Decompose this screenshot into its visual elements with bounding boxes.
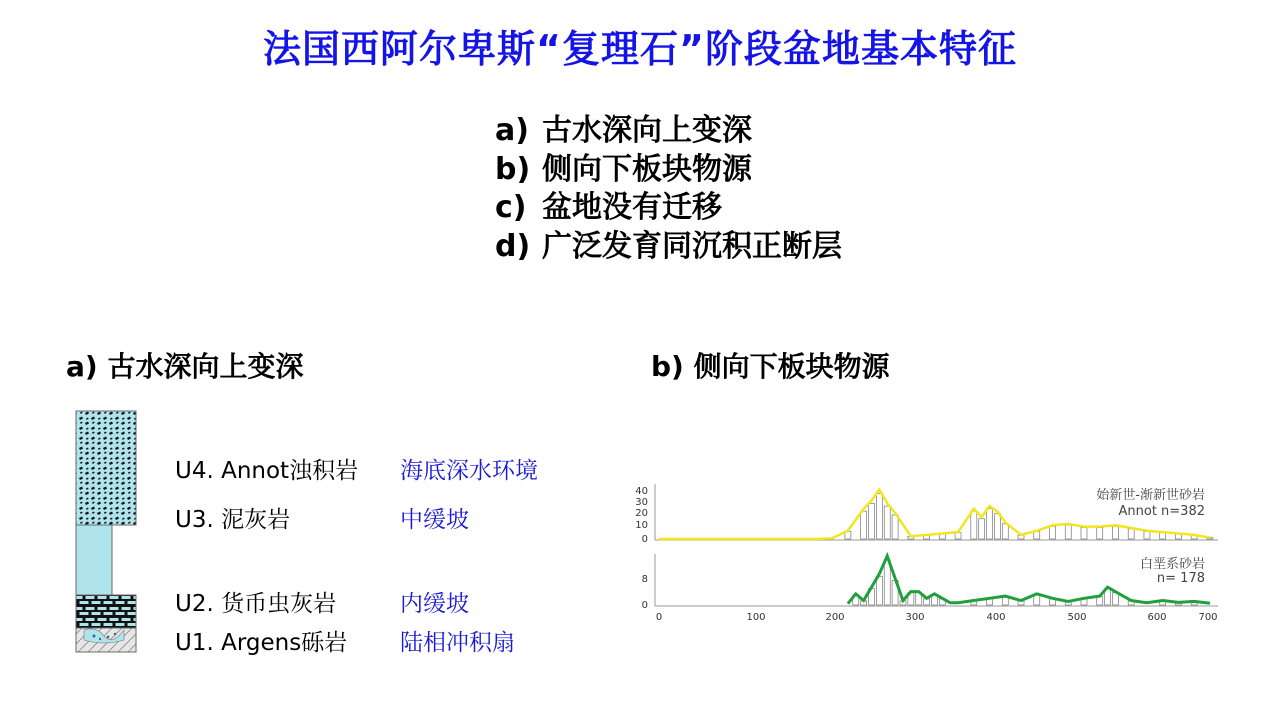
histogram-bar	[884, 560, 890, 605]
upper-panel-count: Annot n=382	[1118, 504, 1205, 519]
histogram-bar	[861, 511, 867, 539]
key-point-text: 侧向下板块物源	[542, 151, 752, 187]
key-point-marker: b)	[495, 151, 531, 187]
histogram-bar	[1050, 526, 1056, 539]
lower-panel-title: 白垩系砂岩	[1139, 557, 1205, 572]
histogram-bar	[1097, 528, 1103, 539]
environment-label-u1: 陆相冲积扇	[400, 630, 515, 656]
histogram-bar	[868, 504, 874, 539]
upper-panel-title: 始新世-渐新世砂岩	[1096, 488, 1205, 503]
histogram-bar	[971, 511, 977, 539]
x-tick: 0	[655, 612, 663, 623]
histogram-bar	[892, 515, 898, 539]
upper-y-tick: 0	[641, 534, 648, 545]
histogram-bar	[994, 514, 1000, 539]
x-tick: 300	[905, 612, 925, 623]
histogram-bar	[1112, 593, 1118, 605]
histogram-bar	[1112, 526, 1118, 539]
x-tick: 700	[1198, 612, 1218, 623]
environment-label-u3: 中缓坡	[400, 507, 469, 533]
unit-label-u4: U4. Annot浊积岩	[175, 458, 359, 484]
key-point-text: 古水深向上变深	[542, 113, 752, 148]
x-tick: 500	[1067, 612, 1087, 623]
x-tick: 200	[825, 612, 845, 623]
histogram-bar	[884, 506, 890, 539]
histogram-bar	[876, 576, 882, 605]
environment-label-u4: 海底深水环境	[400, 458, 538, 484]
key-point-marker: a)	[495, 113, 529, 148]
upper-y-tick: 20	[635, 508, 648, 519]
key-point-marker: c)	[495, 190, 527, 225]
x-tick: 100	[746, 612, 766, 623]
unit-label-u3: U3. 泥灰岩	[175, 507, 291, 533]
histogram-bar	[1097, 597, 1103, 605]
page-title: 法国西阿尔卑斯“复理石”阶段盆地基本特征	[263, 27, 1017, 71]
histogram-bar	[1081, 528, 1087, 539]
key-point-marker: d)	[495, 228, 531, 264]
histogram-bar	[876, 493, 882, 539]
lower-y-tick: 0	[641, 600, 648, 611]
histogram-bar	[955, 533, 961, 539]
upper-y-tick: 40	[635, 486, 648, 497]
histogram-bar	[1128, 529, 1134, 539]
lower-panel-count: n= 178	[1156, 571, 1205, 586]
lower-y-tick: 8	[641, 574, 648, 585]
upper-y-tick: 10	[635, 520, 648, 531]
environment-label-u2: 内缓坡	[400, 591, 469, 617]
histogram-bar	[979, 519, 985, 539]
histogram-bar	[1144, 531, 1150, 539]
histogram-bar	[987, 509, 993, 539]
unit-label-u2: U2. 货币虫灰岩	[175, 591, 337, 617]
key-point-text: 广泛发育同沉积正断层	[542, 228, 842, 264]
section-b-heading: b) 侧向下板块物源	[651, 350, 890, 383]
section-a-heading: a) 古水深向上变深	[66, 350, 304, 383]
histogram-bar	[1160, 533, 1166, 539]
unit-label-u1: U1. Argens砾岩	[175, 630, 348, 656]
histogram-bar	[1065, 525, 1071, 539]
x-tick: 400	[986, 612, 1006, 623]
x-tick: 600	[1147, 612, 1167, 623]
histogram-bar	[1002, 524, 1008, 539]
upper-y-tick: 30	[635, 497, 648, 508]
key-point-text: 盆地没有迁移	[542, 190, 722, 225]
